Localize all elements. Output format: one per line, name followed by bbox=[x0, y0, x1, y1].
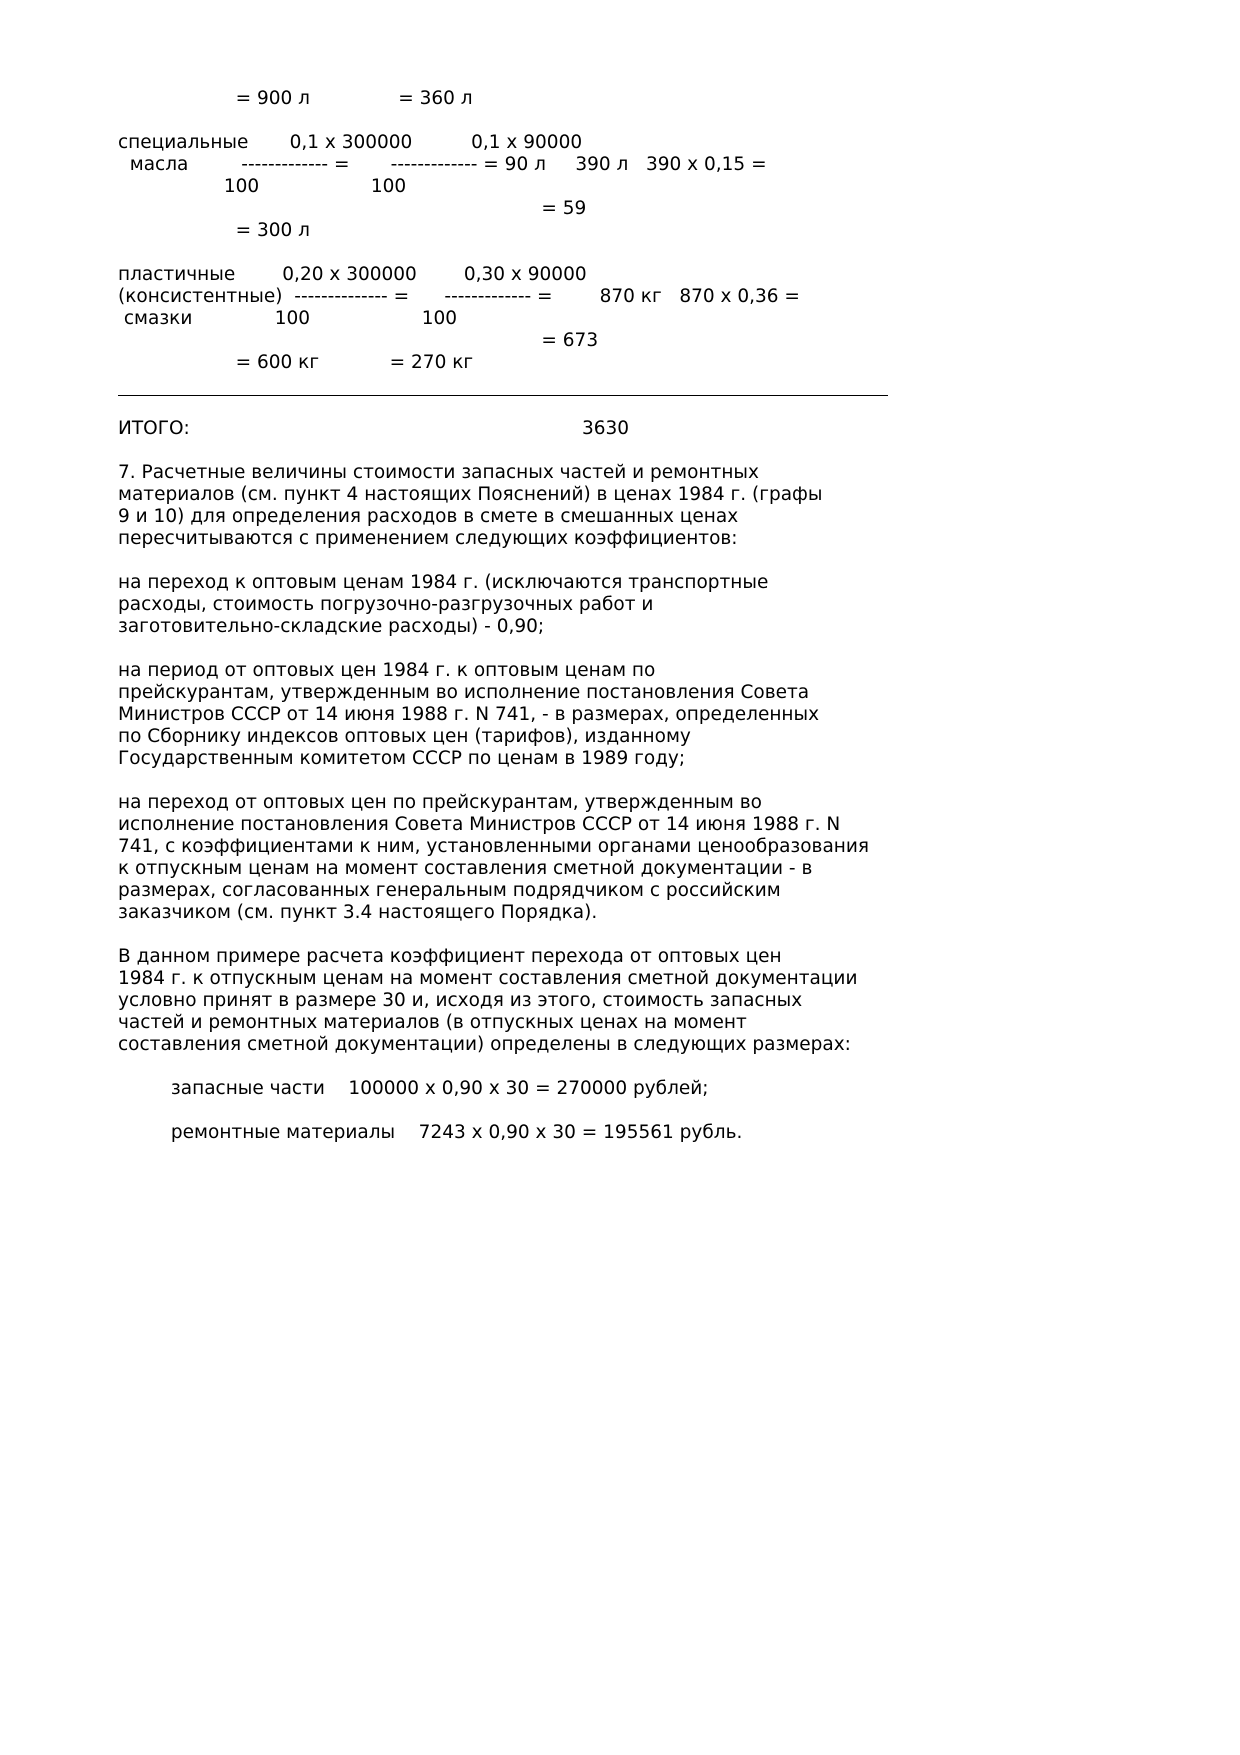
text-line: Государственным комитетом СССР по ценам в 1989 году; bbox=[118, 748, 686, 769]
total-label: ИТОГО: bbox=[118, 418, 190, 439]
paragraph-transition-release-prices bbox=[118, 792, 874, 924]
calc-row: 100 100 bbox=[118, 176, 407, 197]
text-line: составления сметной документации) определены в следующих размерах: bbox=[118, 1034, 851, 1055]
total-value: 3630 bbox=[582, 418, 630, 439]
text-line: 741, с коэффициентами к ним, установленными органами ценообразования bbox=[118, 836, 870, 857]
result-repair-materials: ремонтные материалы 7243 х 0,90 х 30 = 195561 рубль. bbox=[118, 1122, 743, 1143]
text-line: 9 и 10) для определения расходов в смете в смешанных ценах bbox=[118, 506, 739, 527]
text-line: размерах, согласованных генеральным подрядчиком с российским bbox=[118, 880, 781, 901]
paragraph-7 bbox=[118, 462, 874, 550]
calc-row: (консистентные) -------------- = ------------- = 870 кг 870 х 0,36 = bbox=[118, 286, 800, 307]
text-line: материалов (см. пункт 4 настоящих Пояснений) в ценах 1984 г. (графы bbox=[118, 484, 823, 505]
calc-row: смазки 100 100 bbox=[118, 308, 458, 329]
paragraph-example bbox=[118, 946, 874, 1056]
calc-row: пластичные 0,20 х 300000 0,30 х 90000 bbox=[118, 264, 587, 285]
text-line: частей и ремонтных материалов (в отпускных ценах на момент bbox=[118, 1012, 747, 1033]
text-line: на переход от оптовых цен по прейскурантам, утвержденным во bbox=[118, 792, 762, 813]
text-line: на переход к оптовым ценам 1984 г. (исключаются транспортные bbox=[118, 572, 769, 593]
calc-row: = 300 л bbox=[118, 220, 311, 241]
text-line: заказчиком (см. пункт 3.4 настоящего Порядка). bbox=[118, 902, 598, 923]
table-divider bbox=[118, 395, 888, 396]
calc-row: = 900 л = 360 л bbox=[118, 88, 473, 109]
paragraph-wholesale-coefficient bbox=[118, 572, 874, 638]
text-line: В данном примере расчета коэффициент перехода от оптовых цен bbox=[118, 946, 782, 967]
calc-row: = 673 bbox=[118, 330, 599, 351]
text-line: расходы, стоимость погрузочно-разгрузочных работ и bbox=[118, 594, 654, 615]
text-line: по Сборнику индексов оптовых цен (тарифов), изданному bbox=[118, 726, 691, 747]
text-line: 7. Расчетные величины стоимости запасных частей и ремонтных bbox=[118, 462, 759, 483]
calc-row: масла ------------- = ------------- = 90 л 390 л 390 х 0,15 = bbox=[118, 154, 767, 175]
result-spare-parts: запасные части 100000 х 0,90 х 30 = 270000 рублей; bbox=[118, 1078, 709, 1099]
text-line: к отпускным ценам на момент составления сметной документации - в bbox=[118, 858, 813, 879]
text-line: условно принят в размере 30 и, исходя из этого, стоимость запасных bbox=[118, 990, 803, 1011]
text-line: 1984 г. к отпускным ценам на момент составления сметной документации bbox=[118, 968, 858, 989]
text-line: исполнение постановления Совета Министров СССР от 14 июня 1988 г. N bbox=[118, 814, 841, 835]
calc-row: = 600 кг = 270 кг bbox=[118, 352, 474, 373]
text-line: пересчитываются с применением следующих коэффициентов: bbox=[118, 528, 738, 549]
text-line: прейскурантам, утвержденным во исполнение постановления Совета bbox=[118, 682, 810, 703]
calc-row: специальные 0,1 х 300000 0,1 х 90000 bbox=[118, 132, 583, 153]
calc-row: = 59 bbox=[118, 198, 587, 219]
text-line: Министров СССР от 14 июня 1988 г. N 741, - в размерах, определенных bbox=[118, 704, 820, 725]
text-line: заготовительно-складские расходы) - 0,90; bbox=[118, 616, 545, 637]
text-line: на период от оптовых цен 1984 г. к оптовым ценам по bbox=[118, 660, 656, 681]
paragraph-period-indices bbox=[118, 660, 874, 770]
